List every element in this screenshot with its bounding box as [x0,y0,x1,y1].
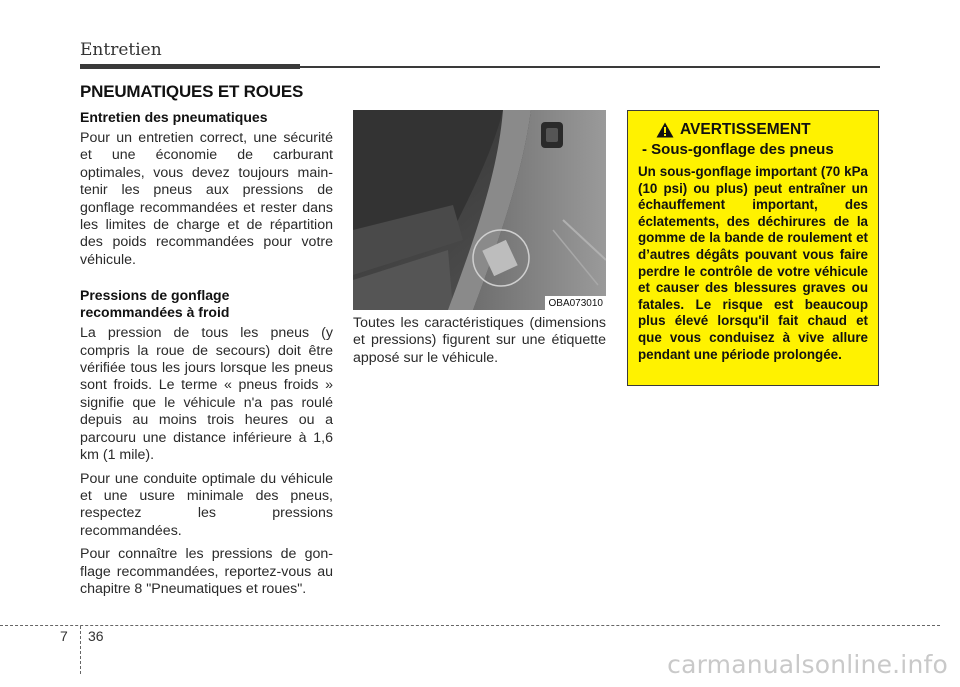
paragraph-label-info: Toutes les caractéristiques (dimensions et pressions) figurent sur une étiquette apposé sur le véhicule. [353,315,606,366]
warning-body: Un sous-gonflage important (70 kPa (10 psi) ou plus) peut entraîner un échauffement important, des éclatements, des déchirures de la gomme de la bande de roulement et d’autres dégâts pouvant vous faire perdre le contrôle de votre véhicule et causer des blessures graves ou fatales. Le risque est beaucoup plus élevé lorsqu'il fait chaud et que vous conduisez à vive allure pendant une période prolongée. [638,164,868,362]
header-rule-thin [300,66,880,68]
warning-title: AVERTISSEMENT [680,121,811,138]
heading-tire-maintenance: Entretien des pneumatiques [80,109,268,125]
tire-label-photo [353,110,606,310]
footer-rule [0,625,940,626]
warning-header [656,121,868,139]
paragraph-reference: Pour connaître les pressions de gonflage recommandées, reportez-vous au chapitre 8 "Pneumatiques et roues". [80,546,333,597]
paragraph-optimal: Pour une conduite optimale du véhicule et une usure minimale des pneus, respectez les pressions recommandées. [80,470,333,539]
section-title: PNEUMATIQUES ET ROUES [80,82,304,101]
paragraph-maintenance: Pour un entretien correct, une sécurité et une économie de carburant optimales, vous devez toujours maintenir les pneus aux pressions de gonflage recommandées et rester dans les limites de charge et de répartition des poids recommandées pour votre véhicule. [80,130,333,268]
paragraph-cold-check: La pression de tous les pneus (y compris la roue de secours) doit être vérifiée tous les jours lorsque les pneus sont froids. Le terme « pneus froids » signifie que le véhicule n'a pas roulé depuis au moins trois heures ou a parcouru une distance inférieure à 1,6 km (1 mile). [80,325,333,464]
heading-cold-pressures-line2: recommandées à froid [80,304,230,321]
footer-divider [80,626,81,674]
chapter-number: 7 [60,628,68,644]
header-rule-thick [80,64,300,69]
warning-triangle-icon [656,122,674,138]
door-jamb-illustration [353,110,606,310]
warning-box [627,110,879,386]
page-number: 36 [88,628,104,644]
left-column [80,109,333,604]
heading-cold-pressures-line1: Pressions de gonflage [80,287,230,304]
middle-column [353,315,606,367]
watermark: carmanualsonline.info [667,650,948,679]
heading-cold-pressures [80,287,333,321]
warning-subtitle: - Sous-gonflage des pneus [642,141,834,158]
running-header: Entretien [80,40,162,60]
figure-caption: OBA073010 [545,296,607,310]
